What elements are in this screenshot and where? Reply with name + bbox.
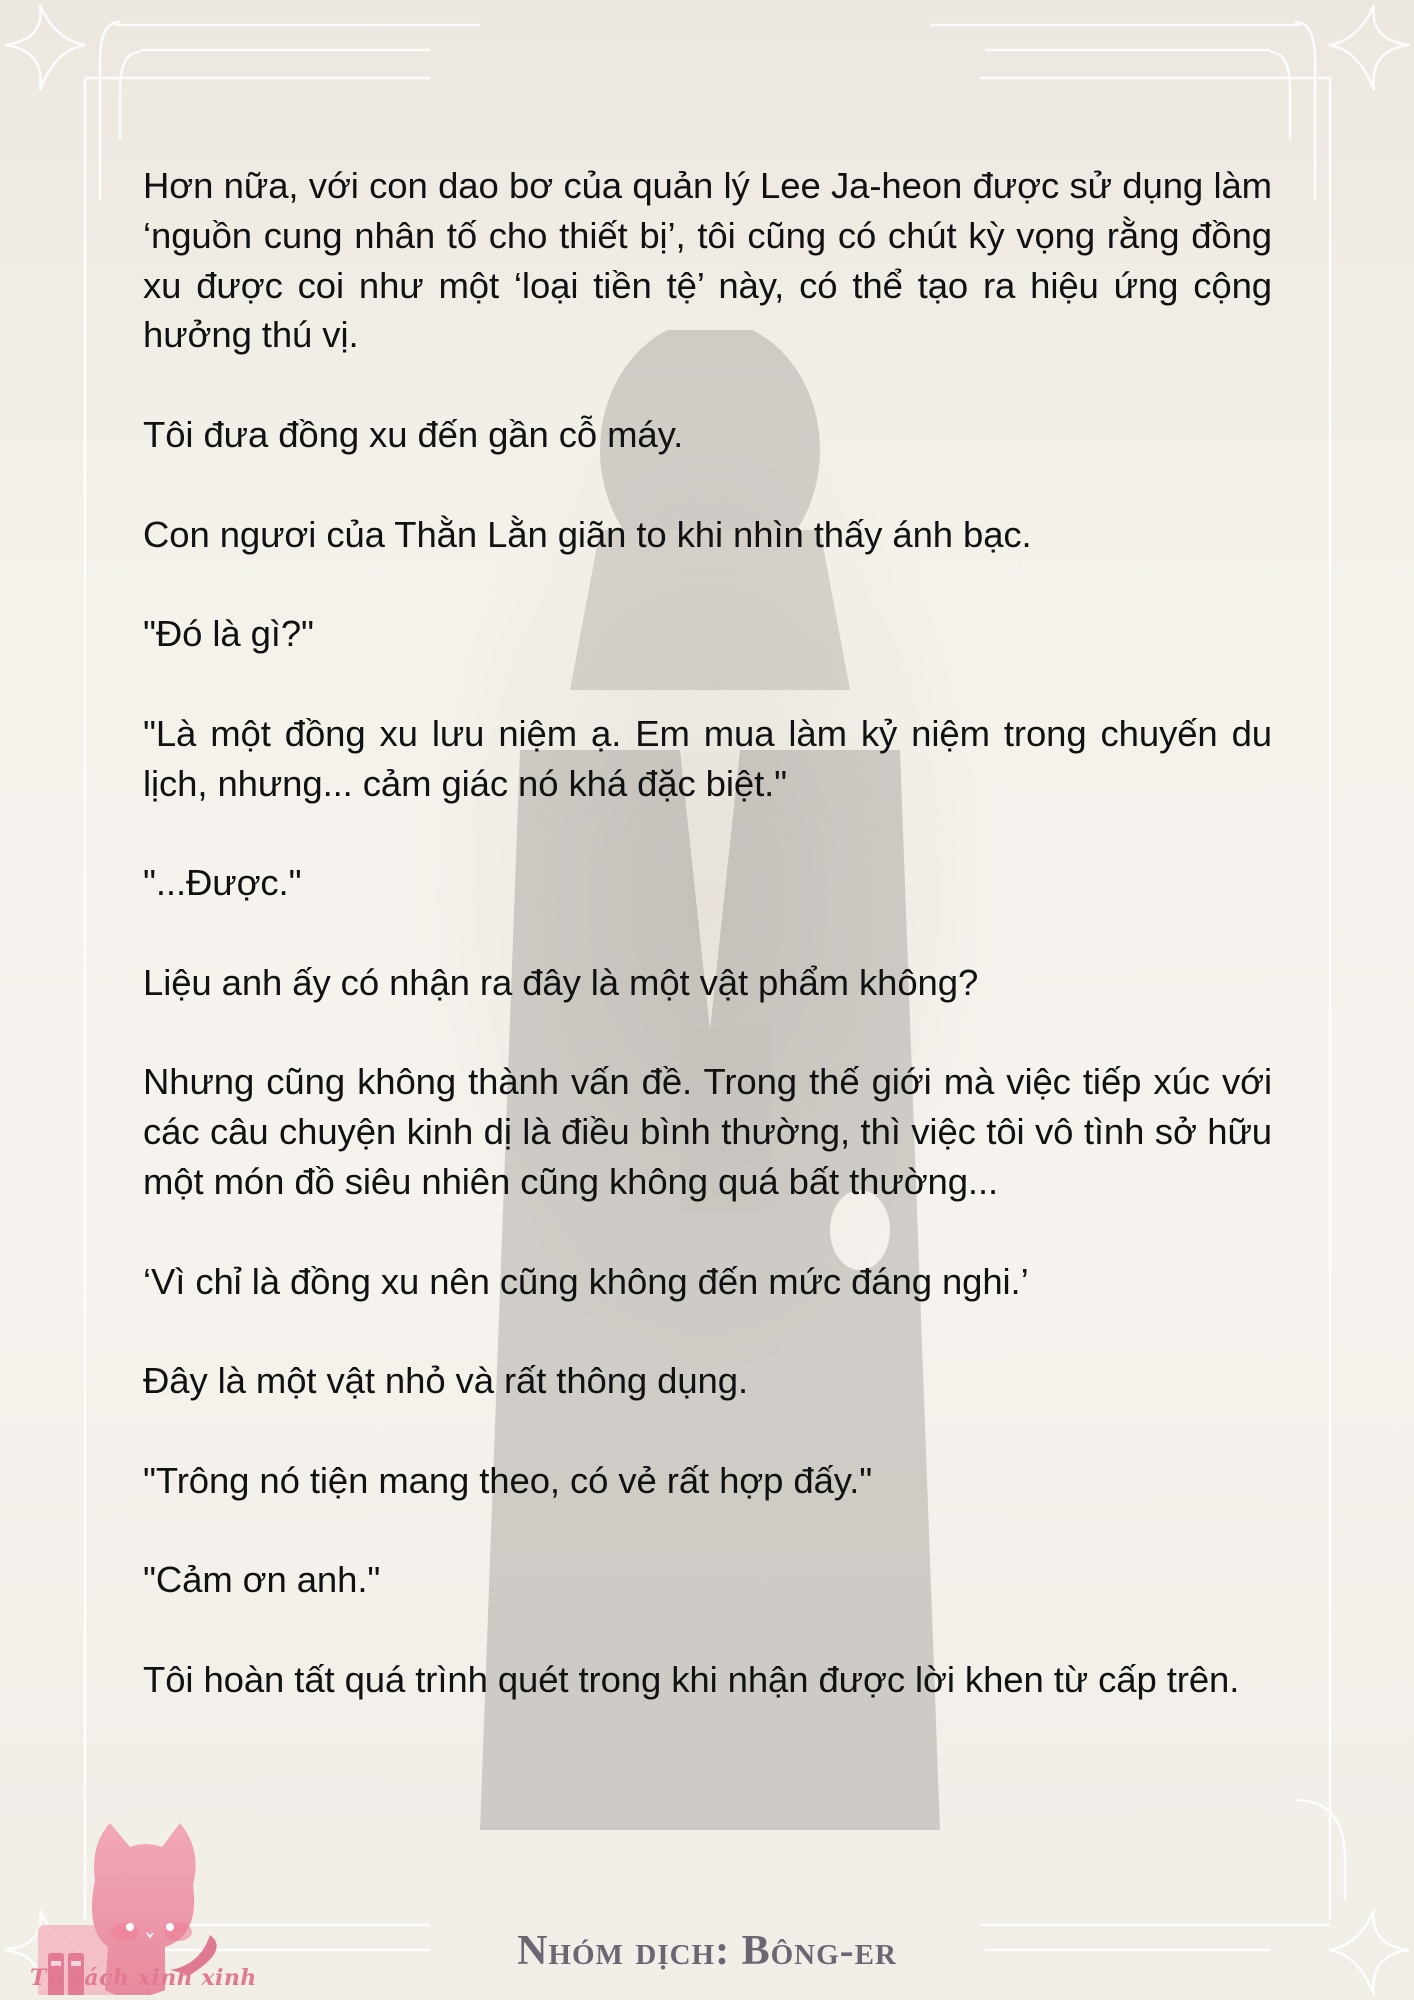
paragraph: "Đó là gì?" <box>143 613 314 655</box>
paragraph: "Cảm ơn anh." <box>143 1559 381 1601</box>
paragraph: Nhưng cũng không thành vấn đề. Trong thế giới mà việc tiếp xúc với các câu chuyện kinh dị là điều bình thường, thì việc tôi vô tình sở hữu một món đồ siêu nhiên cũng không quá bất thường... <box>143 1061 1272 1202</box>
paragraph: "Là một đồng xu lưu niệm ạ. Em mua làm kỷ niệm trong chuyến du lịch, nhưng... cảm giác nó khá đặc biệt." <box>143 712 1272 804</box>
paragraph: "Trông nó tiện mang theo, có vẻ rất hợp đấy." <box>143 1459 873 1501</box>
paragraph: ‘Vì chỉ là đồng xu nên cũng không đến mức đáng nghi.’ <box>143 1260 1029 1302</box>
paragraph: Con ngươi của Thằn Lằn giãn to khi nhìn thấy ánh bạc. <box>143 513 1032 555</box>
translator-credit: Nhóm dịch: Bông-er <box>517 1928 897 1974</box>
paragraph: Tôi đưa đồng xu đến gần cỗ máy. <box>143 413 684 455</box>
paragraph: Đây là một vật nhỏ và rất thông dụng. <box>143 1360 749 1402</box>
paragraph: "...Được." <box>143 862 302 904</box>
paragraph: Liệu anh ấy có nhận ra đây là một vật phẩm không? <box>143 961 979 1003</box>
logo-text: Tủ sách xinh xinh <box>30 1965 257 1991</box>
document-body <box>143 161 1272 1755</box>
paragraph: Hơn nữa, với con dao bơ của quản lý Lee Ja-heon được sử dụng làm ‘nguồn cung nhân tố cho thiết bị’, tôi cũng có chút kỳ vọng rằng đồng xu được coi như một ‘loại tiền tệ’ này, có thể tạo ra hiệu ứng cộng hưởng thú vị. <box>143 165 1272 356</box>
paragraph: Tôi hoàn tất quá trình quét trong khi nhận được lời khen từ cấp trên. <box>143 1658 1240 1700</box>
